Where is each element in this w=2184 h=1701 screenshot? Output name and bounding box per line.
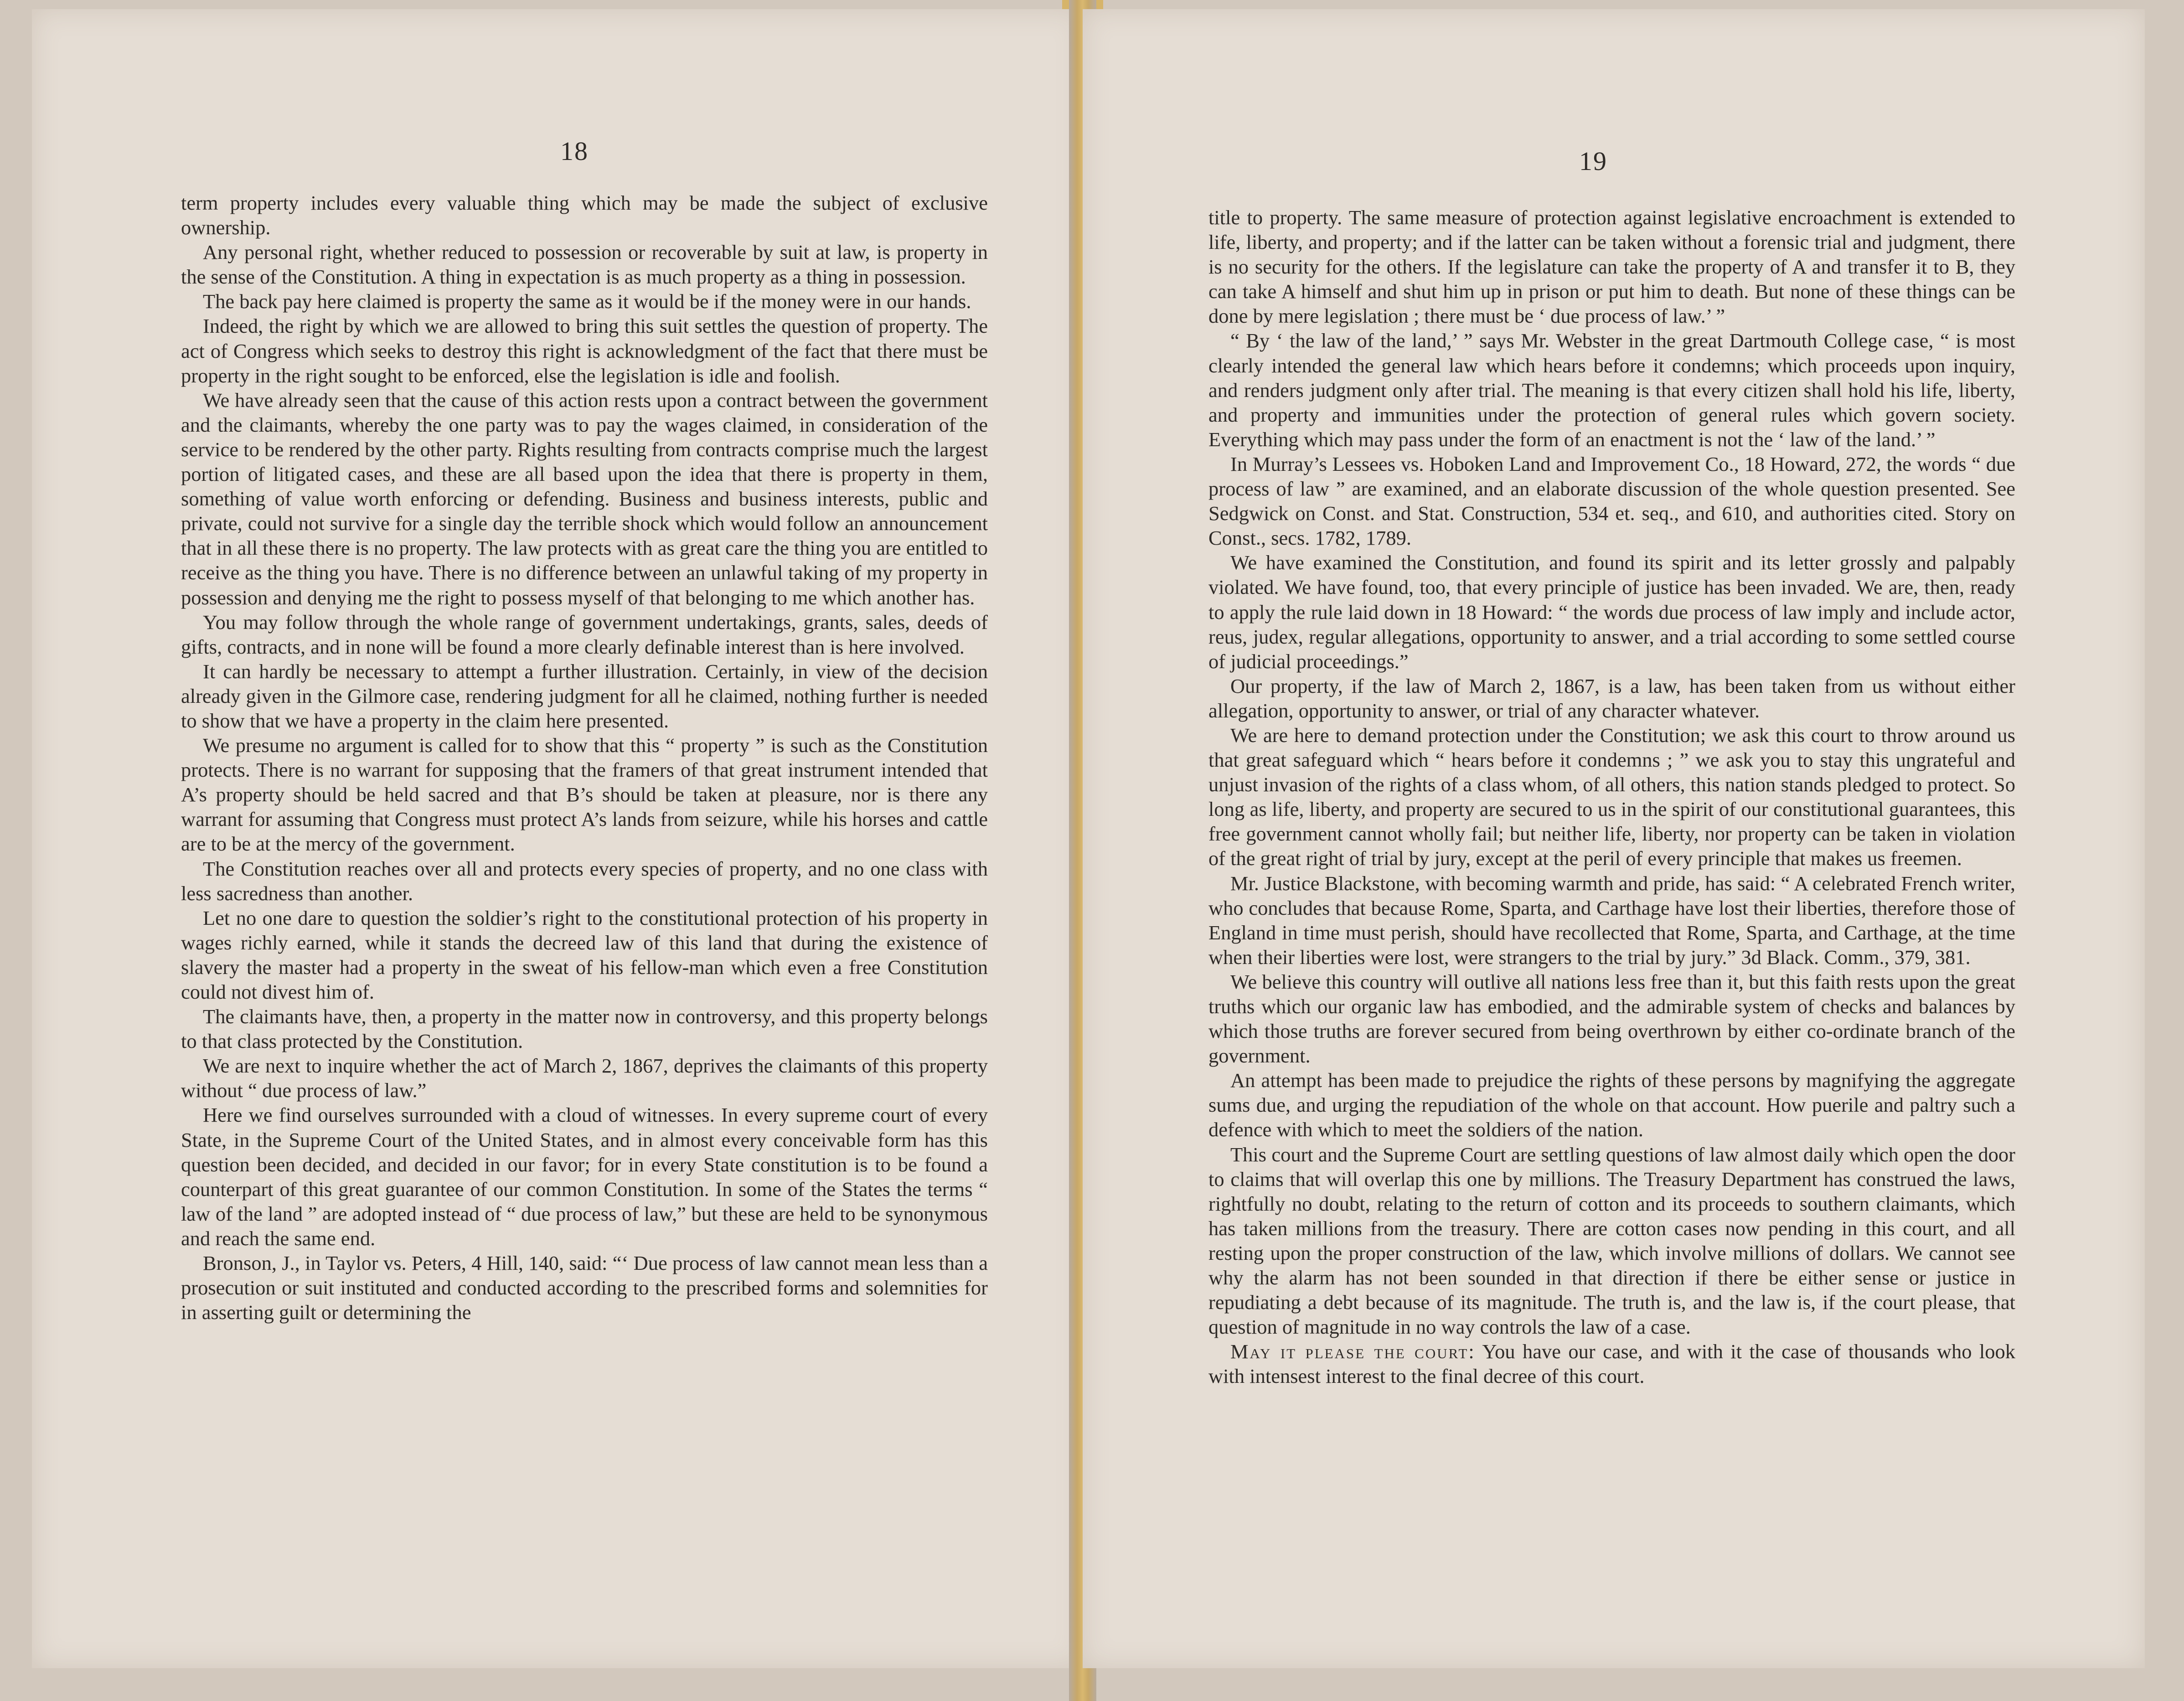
paragraph: Mr. Justice Blackstone, with becoming warmth and pride, has said: “ A celebrated French writer, who concludes that because Rome, Sparta, and Carthage have lost their liberties, therefore those of England in time must perish, should have recollected that Rome, Sparta, and Carthage, at the time when their liberties were lost, were strangers to the trial by jury.” 3d Black. Comm., 379, 381.	[1208, 871, 2015, 969]
paragraph: You may follow through the whole range of government undertakings, grants, sales, deeds of gifts, contracts, and in none will be found a more clearly definable interest than is here involved.	[181, 610, 988, 658]
right-page-text	[1208, 205, 2015, 1389]
paragraph: Here we find ourselves surrounded with a cloud of witnesses. In every supreme court of every State, in the Supreme Court of the United States, and in almost every conceivable form has this question been decided, and decided in our favor; for in every State constitution is to be found a counterpart of this great guarantee of our common Constitution. In some of the States the terms “ law of the land ” are adopted instead of “ due process of law,” but these are held to be synonymous and reach the same end.	[181, 1103, 988, 1250]
paragraph: We believe this country will outlive all nations less free than it, but this faith rests upon the great truths which our organic law has embodied, and the admirable system of checks and balances by which those truths are forever secured from being overthrown by either co-ordinate branch of the government.	[1208, 970, 2015, 1067]
paragraph: An attempt has been made to prejudice the rights of these persons by magnifying the aggregate sums due, and urging the repudiation of the whole on that account. How puerile and paltry such a defence with which to meet the soldiers of the nation.	[1208, 1069, 2015, 1141]
left-page	[32, 9, 1083, 1668]
page-number-right: 19	[1579, 146, 1607, 176]
paragraph: Indeed, the right by which we are allowed to bring this suit settles the question of property. The act of Congress which seeks to destroy this right is acknowledgment of the fact that there must be property in the right sought to be enforced, else the legislation is idle and foolish.	[181, 314, 988, 387]
paragraph: We presume no argument is called for to show that this “ property ” is such as the Constitution protects. There is no warrant for supposing that the framers of that great instrument intended that A’s property should be held sacred and that B’s should be taken at pleasure, nor is there any warrant for assuming that Congress must protect A’s lands from seizure, while his horses and cattle are to be at the mercy of the government.	[181, 734, 988, 856]
paragraph: This court and the Supreme Court are settling questions of law almost daily which open the door to claims that will overlap this one by millions. The Treasury Department has construed the laws, rightfully no doubt, relating to the return of cotton and its proceeds to southern claimants, which has taken millions from the treasury. There are cotton cases now pending in this court, and all resting upon the proper construction of the law, which involve millions of dollars. We cannot see why the alarm has not been sounded in that direction if there be either sense or justice in repudiating a debt because of its magnitude. The truth is, and the law is, if the court please, that question of magnitude in no way controls the law of a case.	[1208, 1143, 2015, 1339]
paragraph: Let no one dare to question the soldier’s right to the constitutional protection of his property in wages richly earned, while it stands the decreed law of this land that during the existence of slavery the master had a property in the sweat of his fellow-man which even a free Constitution could not divest him of.	[181, 906, 988, 1003]
left-page-text	[181, 191, 988, 1325]
closing-lead: May it please the court:	[1230, 1340, 1476, 1363]
paragraph: It can hardly be necessary to attempt a further illustration. Certainly, in view of the decision already given in the Gilmore case, rendering judgment for all he claimed, nothing further is needed to show that we have a property in the claim here presented.	[181, 660, 988, 732]
right-page	[1083, 9, 2145, 1668]
paragraph: title to property. The same measure of protection against legislative encroachment is extended to life, liberty, and property; and if the latter can be taken without a forensic trial and judgment, there is no security for the others. If the legislature can take the property of A and transfer it to B, they can take A himself and shut him up in prison or put him to death. But none of these things can be done by mere legislation ; there must be ‘ due process of law.’ ”	[1208, 206, 2015, 328]
closing-paragraph	[1208, 1339, 2015, 1388]
paragraph: Our property, if the law of March 2, 1867, is a law, has been taken from us without either allegation, opportunity to answer, or trial of any character whatever.	[1208, 674, 2015, 722]
paragraph: The Constitution reaches over all and protects every species of property, and no one class with less sacredness than another.	[181, 857, 988, 905]
paragraph: We have examined the Constitution, and found its spirit and its letter grossly and palpably violated. We have found, too, that every principle of justice has been invaded. We are, then, ready to apply the rule laid down in 18 Howard: “ the words due process of law imply and include actor, reus, judex, regular allegations, opportunity to answer, and a trial according to some settled course of judicial proceedings.”	[1208, 551, 2015, 673]
paragraph: In Murray’s Lessees vs. Hoboken Land and Improvement Co., 18 Howard, 272, the words “ due process of law ” are examined, and an elaborate discussion of the whole question presented. See Sedgwick on Const. and Stat. Construction, 534 et. seq., and 610, and authorities cited. Story on Const., secs. 1782, 1789.	[1208, 452, 2015, 550]
paragraph: The back pay here claimed is property the same as it would be if the money were in our hands.	[203, 290, 971, 313]
paragraph: We are next to inquire whether the act of March 2, 1867, deprives the claimants of this property without “ due process of law.”	[181, 1054, 988, 1102]
page-number-left: 18	[560, 136, 589, 166]
paragraph: The claimants have, then, a property in the matter now in controversy, and this property belongs to that class protected by the Constitution.	[181, 1005, 988, 1053]
paragraph: We have already seen that the cause of this action rests upon a contract between the government and the claimants, whereby the one party was to pay the wages claimed, in consideration of the service to be rendered by the other party. Rights resulting from contracts comprise much the largest portion of litigated cases, and these are all based upon the idea that there is property in them, something of value worth enforcing or defending. Business and business interests, public and private, could not survive for a single day the terrible shock which would follow an announcement that in all these there is no property. The law protects with as great care the thing you are entitled to receive as the thing you have. There is no difference between an unlawful taking of my property in possession and denying me the right to possess myself of that belonging to me which another has.	[181, 388, 988, 609]
closing-text: You have our case, and with it the case of thousands who look with intensest interest to the final decree of this court.	[1208, 1340, 2015, 1388]
paragraph: term property includes every valuable thing which may be made the subject of exclusive ownership.	[181, 191, 988, 239]
paragraph: “ By ‘ the law of the land,’ ” says Mr. Webster in the great Dartmouth College case, “ is most clearly intended the general law which hears before it condemns; which proceeds upon inquiry, and renders judgment only after trial. The meaning is that every citizen shall hold his life, liberty, and property and immunities under the protection of general rules which govern society. Everything which may pass under the form of an enactment is not the ‘ law of the land.’ ”	[1208, 329, 2015, 451]
paragraph: Any personal right, whether reduced to possession or recoverable by suit at law, is property in the sense of the Constitution. A thing in expectation is as much property as a thing in possession.	[181, 241, 988, 289]
paragraph: Bronson, J., in Taylor vs. Peters, 4 Hill, 140, said: “‘ Due process of law cannot mean less than a prosecution or suit instituted and conducted according to the prescribed forms and solemnities for in asserting guilt or determining the	[181, 1252, 988, 1324]
paragraph: We are here to demand protection under the Constitution; we ask this court to throw around us that great safeguard which “ hears before it condemns ; ” we ask you to stay this ungrateful and unjust invasion of the rights of a class whom, of all others, this nation stands pledged to protect. So long as life, liberty, and property are secured to us in the spirit of our constitutional guarantees, this free government cannot wholly fail; but neither life, liberty, nor property can be taken in violation of the great right of trial by jury, except at the peril of every principle that makes us freemen.	[1208, 723, 2015, 870]
